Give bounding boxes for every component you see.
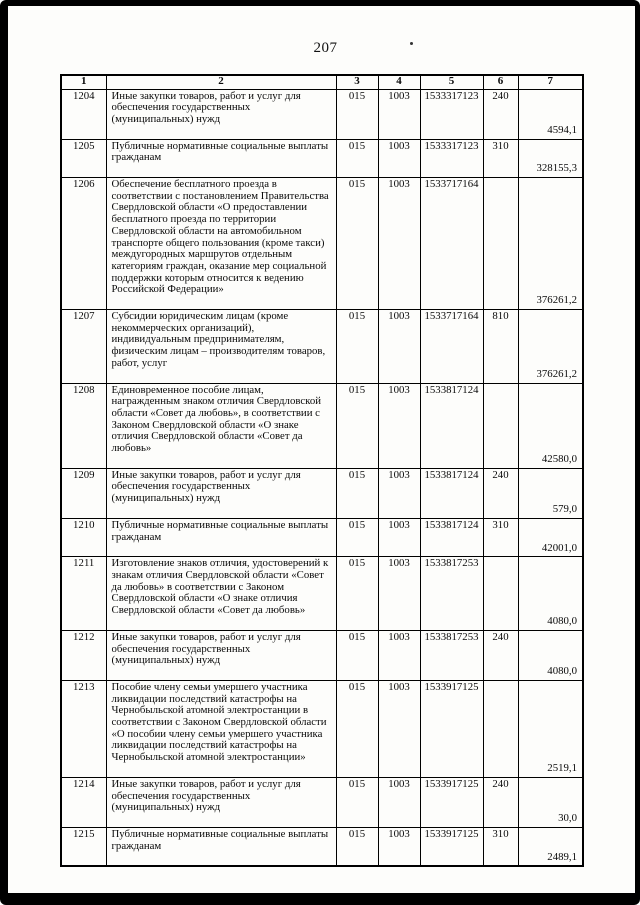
scan-speck — [410, 42, 413, 45]
table-row — [61, 468, 583, 518]
row-amount: 4080,0 — [518, 557, 583, 631]
row-code-grbs: 015 — [336, 827, 378, 866]
column-header: 7 — [518, 75, 583, 89]
row-code-grbs: 015 — [336, 468, 378, 518]
row-code-target: 1533817124 — [420, 383, 483, 468]
row-code-target: 1533317123 — [420, 89, 483, 139]
row-code-section: 1003 — [378, 139, 420, 177]
row-description: Иные закупки товаров, работ и услуг для обеспечения государственных (муниципальных) нужд — [106, 89, 336, 139]
row-description: Пособие члену семьи умершего участника ликвидации последствий катастрофы на Чернобыльской атомной электростанции в соответствии с Законом Свердловской области «О пособии члену семьи умершего участника ликвидации последствий катастрофы на Чернобыльской атомной электростанции» — [106, 680, 336, 777]
row-code-section: 1003 — [378, 89, 420, 139]
table-row — [61, 310, 583, 384]
row-code-type: 310 — [483, 139, 518, 177]
column-header: 1 — [61, 75, 106, 89]
column-header: 2 — [106, 75, 336, 89]
row-code-grbs: 015 — [336, 680, 378, 777]
row-number: 1207 — [61, 310, 106, 384]
row-number: 1206 — [61, 178, 106, 310]
row-code-type — [483, 178, 518, 310]
row-code-section: 1003 — [378, 383, 420, 468]
row-number: 1205 — [61, 139, 106, 177]
row-number: 1210 — [61, 518, 106, 556]
row-amount: 30,0 — [518, 777, 583, 827]
row-code-type: 310 — [483, 518, 518, 556]
row-code-target: 1533717164 — [420, 178, 483, 310]
row-code-section: 1003 — [378, 827, 420, 866]
row-amount: 579,0 — [518, 468, 583, 518]
row-code-target: 1533917125 — [420, 827, 483, 866]
row-description: Обеспечение бесплатного проезда в соответствии с постановлением Правительства Свердловской области «О предоставлении бесплатного проезда по территории Свердловской области на автомобильном транспорте общего пользования (кроме такси) междугородных маршрутов отдельным категориям граждан, оказание мер социальной поддержки которым относится к ведению Российской Федерации» — [106, 178, 336, 310]
row-description: Иные закупки товаров, работ и услуг для обеспечения государственных (муниципальных) нужд — [106, 777, 336, 827]
row-code-type: 240 — [483, 89, 518, 139]
row-code-target: 1533917125 — [420, 777, 483, 827]
column-header: 5 — [420, 75, 483, 89]
row-number: 1204 — [61, 89, 106, 139]
row-number: 1211 — [61, 557, 106, 631]
document-page — [8, 6, 635, 893]
row-code-section: 1003 — [378, 178, 420, 310]
column-header: 4 — [378, 75, 420, 89]
row-description: Субсидии юридическим лицам (кроме некоммерческих организаций), индивидуальным предпринимателям, физическим лицам – производителям товаров, работ, услуг — [106, 310, 336, 384]
row-description: Публичные нормативные социальные выплаты гражданам — [106, 139, 336, 177]
row-code-section: 1003 — [378, 777, 420, 827]
row-code-section: 1003 — [378, 680, 420, 777]
table-row — [61, 680, 583, 777]
row-amount: 4594,1 — [518, 89, 583, 139]
row-description: Единовременное пособие лицам, награжденным знаком отличия Свердловской области «Совет да любовь», в соответствии с Законом Свердловской области «О знаке отличия Свердловской области «Совет да любовь» — [106, 383, 336, 468]
row-code-target: 1533717164 — [420, 310, 483, 384]
row-number: 1215 — [61, 827, 106, 866]
row-code-type: 240 — [483, 468, 518, 518]
row-amount: 42001,0 — [518, 518, 583, 556]
row-code-section: 1003 — [378, 518, 420, 556]
row-description: Иные закупки товаров, работ и услуг для обеспечения государственных (муниципальных) нужд — [106, 630, 336, 680]
row-description: Публичные нормативные социальные выплаты гражданам — [106, 827, 336, 866]
table-row — [61, 777, 583, 827]
column-header: 3 — [336, 75, 378, 89]
row-code-grbs: 015 — [336, 178, 378, 310]
row-code-section: 1003 — [378, 557, 420, 631]
row-number: 1212 — [61, 630, 106, 680]
row-code-target: 1533817124 — [420, 518, 483, 556]
row-amount: 4080,0 — [518, 630, 583, 680]
row-description: Изготовление знаков отличия, удостоверений к знакам отличия Свердловской области «Совет да любовь» в соответствии с Законом Свердловской области «О знаке отличия Свердловской области «Совет да любовь» — [106, 557, 336, 631]
row-amount: 376261,2 — [518, 178, 583, 310]
row-amount: 2489,1 — [518, 827, 583, 866]
row-number: 1214 — [61, 777, 106, 827]
row-code-target: 1533317123 — [420, 139, 483, 177]
row-number: 1208 — [61, 383, 106, 468]
row-code-section: 1003 — [378, 310, 420, 384]
row-code-grbs: 015 — [336, 777, 378, 827]
row-description: Иные закупки товаров, работ и услуг для обеспечения государственных (муниципальных) нужд — [106, 468, 336, 518]
row-code-type — [483, 557, 518, 631]
row-code-type: 240 — [483, 630, 518, 680]
row-code-grbs: 015 — [336, 89, 378, 139]
row-amount: 42580,0 — [518, 383, 583, 468]
row-code-target: 1533817124 — [420, 468, 483, 518]
table-header-row — [61, 75, 583, 89]
row-description: Публичные нормативные социальные выплаты гражданам — [106, 518, 336, 556]
column-header: 6 — [483, 75, 518, 89]
table-row — [61, 518, 583, 556]
row-code-section: 1003 — [378, 630, 420, 680]
page-number: 207 — [313, 40, 338, 56]
row-code-type: 810 — [483, 310, 518, 384]
row-number: 1209 — [61, 468, 106, 518]
table-row — [61, 827, 583, 866]
row-number: 1213 — [61, 680, 106, 777]
budget-table — [60, 74, 584, 867]
table-row — [61, 557, 583, 631]
row-code-grbs: 015 — [336, 557, 378, 631]
row-code-grbs: 015 — [336, 518, 378, 556]
row-code-type: 240 — [483, 777, 518, 827]
row-code-target: 1533817253 — [420, 557, 483, 631]
row-code-type — [483, 383, 518, 468]
table-row — [61, 178, 583, 310]
row-code-grbs: 015 — [336, 310, 378, 384]
row-code-grbs: 015 — [336, 630, 378, 680]
table-row — [61, 89, 583, 139]
row-code-type: 310 — [483, 827, 518, 866]
table-row — [61, 383, 583, 468]
row-code-section: 1003 — [378, 468, 420, 518]
row-amount: 328155,3 — [518, 139, 583, 177]
row-code-grbs: 015 — [336, 383, 378, 468]
table-body — [61, 89, 583, 866]
row-amount: 376261,2 — [518, 310, 583, 384]
table-row — [61, 630, 583, 680]
row-code-grbs: 015 — [336, 139, 378, 177]
table-row — [61, 139, 583, 177]
row-amount: 2519,1 — [518, 680, 583, 777]
row-code-target: 1533817253 — [420, 630, 483, 680]
row-code-type — [483, 680, 518, 777]
row-code-target: 1533917125 — [420, 680, 483, 777]
